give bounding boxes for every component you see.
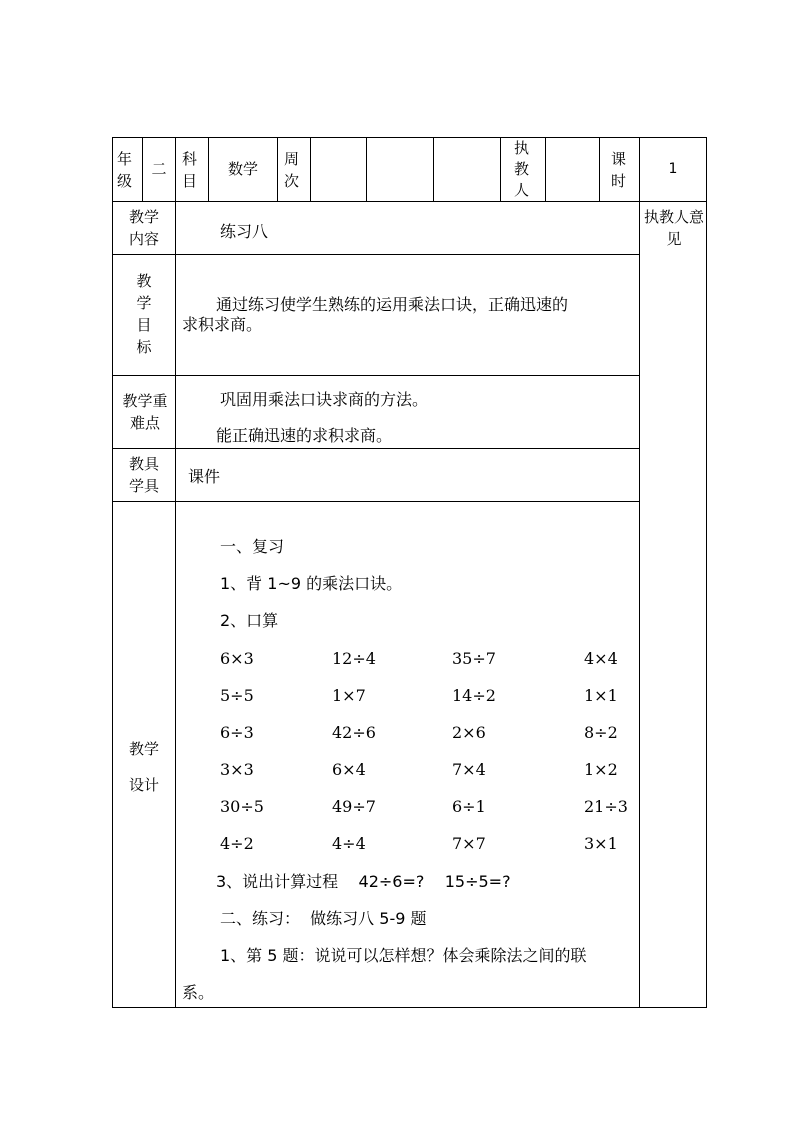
oral-calc: 4×4	[584, 649, 618, 668]
goal-label: 教学目标	[136, 272, 152, 356]
header-col-divider	[310, 137, 311, 201]
col-divider	[639, 137, 640, 1008]
header-col-divider	[545, 137, 546, 201]
practice-line-1: 1、第 5 题：说说可以怎样想？体会乘除法之间的联	[220, 946, 587, 965]
review-item-1: 1、背 1~9 的乘法口诀。	[220, 574, 403, 593]
key-points-line-2: 能正确迅速的求积求商。	[216, 426, 393, 445]
header-col-divider	[599, 137, 600, 201]
tools-label: 教具学具	[128, 455, 159, 495]
col-divider	[175, 137, 176, 1008]
key-points-label: 教学重难点	[122, 392, 168, 432]
design-label: 教学设计	[128, 740, 159, 794]
table-border-right	[706, 137, 707, 1008]
oral-calc: 3×3	[220, 760, 254, 779]
header-col-divider	[366, 137, 367, 201]
oral-calc: 2×6	[452, 723, 486, 742]
practice-line-2: 系。	[182, 983, 215, 1002]
tools-value: 课件	[188, 467, 221, 486]
header-col-divider	[277, 137, 278, 201]
oral-calc: 35÷7	[452, 649, 496, 668]
grade-value: 二	[151, 160, 167, 178]
oral-calc: 4÷2	[220, 834, 254, 853]
period-value: 1	[668, 161, 678, 177]
period-label: 课时	[611, 150, 627, 190]
oral-calc: 30÷5	[220, 797, 264, 816]
oral-calc: 1×7	[332, 686, 366, 705]
table-border-bottom	[112, 1007, 707, 1008]
oral-calc: 6÷3	[220, 723, 254, 742]
row-divider	[112, 375, 640, 376]
oral-calc: 5÷5	[220, 686, 254, 705]
review-title: 一、复习	[220, 537, 285, 556]
oral-calc: 6×3	[220, 649, 254, 668]
oral-calc: 7×7	[452, 834, 486, 853]
oral-calc: 8÷2	[584, 723, 618, 742]
row-divider	[112, 448, 640, 449]
oral-calc: 4÷4	[332, 834, 366, 853]
table-border-top	[112, 137, 707, 138]
subject-value: 数学	[227, 160, 258, 178]
practice-title: 二、练习： 做练习八 5-9 题	[220, 909, 427, 928]
oral-calc: 1×1	[584, 686, 618, 705]
review-item-2: 2、口算	[220, 611, 279, 630]
header-col-divider	[433, 137, 434, 201]
oral-calc: 6×4	[332, 760, 366, 779]
oral-calc: 49÷7	[332, 797, 376, 816]
oral-calc: 12÷4	[332, 649, 376, 668]
content-label: 教学内容	[128, 208, 159, 248]
oral-calc: 1×2	[584, 760, 618, 779]
table-border-left	[112, 137, 113, 1008]
review-item-3: 3、说出计算过程 42÷6=? 15÷5=?	[216, 872, 511, 891]
row-divider	[112, 201, 707, 202]
row-divider	[112, 501, 640, 502]
opinion-label: 执教人意见	[644, 208, 705, 248]
oral-calc: 42÷6	[332, 723, 376, 742]
content-value: 练习八	[220, 222, 269, 241]
oral-calc: 14÷2	[452, 686, 496, 705]
oral-calc: 3×1	[584, 834, 618, 853]
oral-calc: 6÷1	[452, 797, 486, 816]
header-col-divider	[500, 137, 501, 201]
teacher-label: 执教人	[514, 139, 530, 199]
goal-line-1: 通过练习使学生熟练的运用乘法口诀，正确迅速的	[216, 295, 569, 314]
oral-calc: 7×4	[452, 760, 486, 779]
oral-calc: 21÷3	[584, 797, 628, 816]
key-points-line-1: 巩固用乘法口诀求商的方法。	[220, 390, 429, 409]
row-divider	[112, 254, 640, 255]
goal-line-2: 求积求商。	[182, 315, 263, 334]
week-label: 周次	[284, 150, 300, 190]
grade-label: 年级	[117, 150, 133, 190]
subject-label: 科目	[182, 150, 198, 190]
